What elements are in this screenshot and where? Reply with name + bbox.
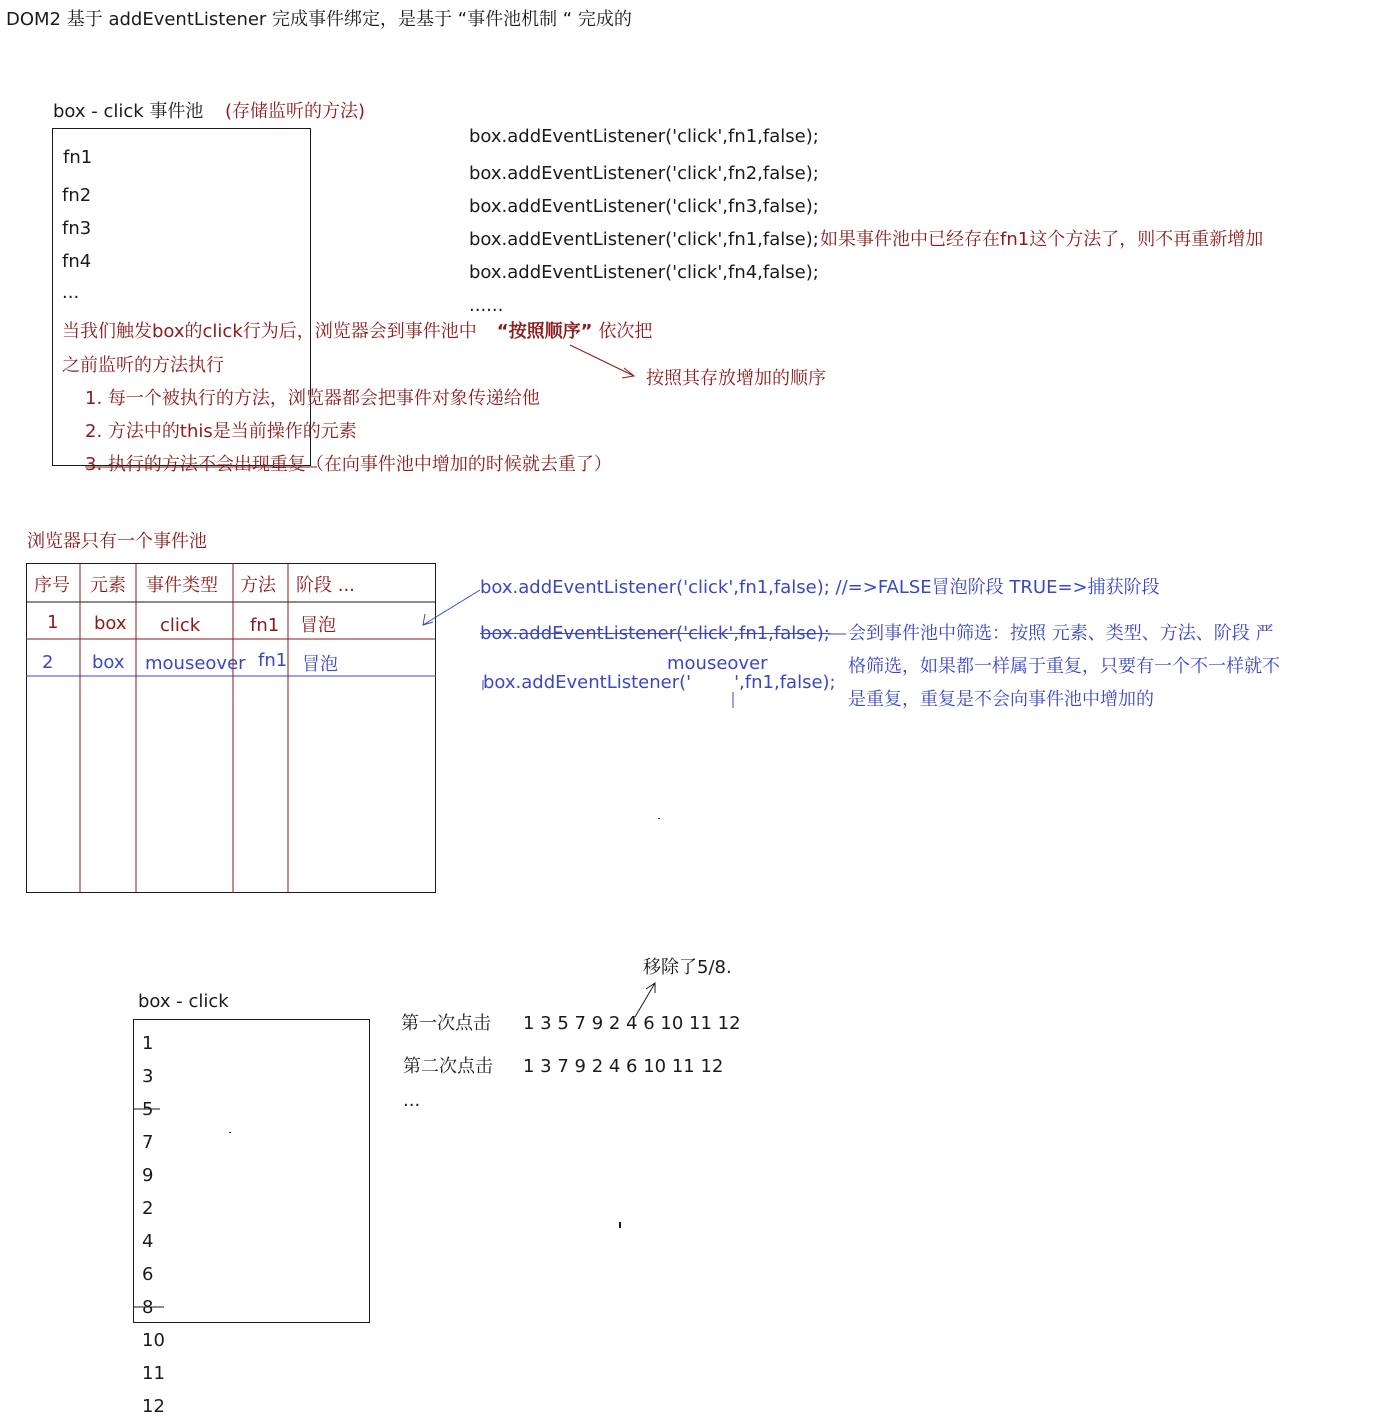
pool2-item: 3 [142,1066,154,1087]
removed-arrow [635,983,655,1017]
order-note: 按照其存放增加的顺序 [646,368,826,389]
table-cell: 冒泡 [302,654,338,675]
code-line: box.addEventListener('click',fn2,false); [469,163,819,184]
browser-pool-label: 浏览器只有一个事件池 [27,531,207,552]
code2-line2: box.addEventListener('click',fn1,false); [480,623,830,644]
pool1-item: fn2 [62,185,92,206]
pool1-note: (存储监听的方法) [225,101,366,122]
table-cell: fn1 [258,650,288,671]
filter-note: 会到事件池中筛选：按照 元素、类型、方法、阶段 严 [848,623,1274,644]
event-table-grid [26,563,436,893]
pool2-item: 9 [142,1165,154,1186]
table-header: 事件类型 [146,575,218,596]
code-line: box.addEventListener('click',fn1,false); [469,126,819,147]
code2-line3-b: ',fn1,false); [734,672,836,693]
pool2-item: 11 [142,1363,165,1384]
more-ellipsis: ... [403,1090,421,1111]
trigger-point: 3. 执行的方法不会出现重复（在向事件池中增加的时候就去重了） [85,454,612,475]
trigger-text-b: 依次把 [598,321,653,342]
pool1-item: fn1 [63,147,93,168]
pool1-label: box - click 事件池 [53,101,204,122]
code2-mouseover: mouseover [667,653,768,674]
pool2-item: 6 [142,1264,154,1285]
trigger-point: 2. 方法中的this是当前操作的元素 [85,421,357,442]
pool2-item: 10 [142,1330,165,1351]
pool2-label: box - click [138,991,229,1012]
pool2-item: 7 [142,1132,154,1153]
stray-dot [619,1222,621,1228]
stray-dot [658,818,660,819]
trigger-line2: 之前监听的方法执行 [62,355,224,376]
pool2-item: 4 [142,1231,154,1252]
table-cell: 冒泡 [300,615,336,636]
trigger-point: 1. 每一个被执行的方法，浏览器都会把事件对象传递给他 [85,388,540,409]
pool1-item: fn3 [62,218,92,239]
code2-line3-a: box.addEventListener(' [483,672,692,693]
second-click-label: 第二次点击 [403,1056,493,1077]
page-title: DOM2 基于 addEventListener 完成事件绑定，是基于 “事件池机制 “ 完成的 [6,9,632,30]
pool2-item: 12 [142,1396,165,1417]
pool1-item: ... [62,282,80,303]
code-line: box.addEventListener('click',fn3,false); [469,196,819,217]
trigger-emphasis: “按照顺序” [496,321,593,342]
table-cell: box [92,652,125,673]
removed-note: 移除了5/8. [643,957,732,978]
trigger-text-a: 当我们触发box的click行为后，浏览器会到事件池中 [62,321,477,342]
pool2-item: 1 [142,1033,154,1054]
table-header: 方法 [240,575,276,596]
line3-marks [483,680,733,708]
table-cell: mouseover [145,653,246,674]
pool2-item-removed: 8 [142,1297,154,1318]
code-line: ...... [469,295,504,316]
code-line: box.addEventListener('click',fn4,false); [469,262,819,283]
duplicate-note: 如果事件池中已经存在fn1这个方法了，则不再重新增加 [820,229,1264,250]
table-cell: click [160,615,201,636]
pool2-item-removed: 5 [142,1099,154,1120]
code-line: box.addEventListener('click',fn1,false); [469,229,819,250]
table-arrow [423,590,480,625]
table-cell: box [94,613,127,634]
table-cell: 2 [42,652,54,673]
table-header: 元素 [90,575,126,596]
code2-line1: box.addEventListener('click',fn1,false); //=>FALSE冒泡阶段 TRUE=>捕获阶段 [480,577,1160,598]
pool1-item: fn4 [62,251,92,272]
table-cell: 1 [47,612,59,633]
filter-note: 是重复，重复是不会向事件池中增加的 [848,689,1154,710]
table-header: 阶段 ... [296,575,355,596]
table-cell: fn1 [250,615,280,636]
filter-note: 格筛选，如果都一样属于重复，只要有一个不一样就不 [848,656,1280,677]
first-click-label: 第一次点击 [401,1013,491,1034]
order-arrow [570,345,634,378]
second-click-sequence: 1 3 7 9 2 4 6 10 11 12 [523,1056,724,1077]
pool2-item: 2 [142,1198,154,1219]
table-header: 序号 [34,575,70,596]
stray-dot [229,1132,231,1133]
first-click-sequence: 1 3 5 7 9 2 4 6 10 11 12 [523,1013,741,1034]
